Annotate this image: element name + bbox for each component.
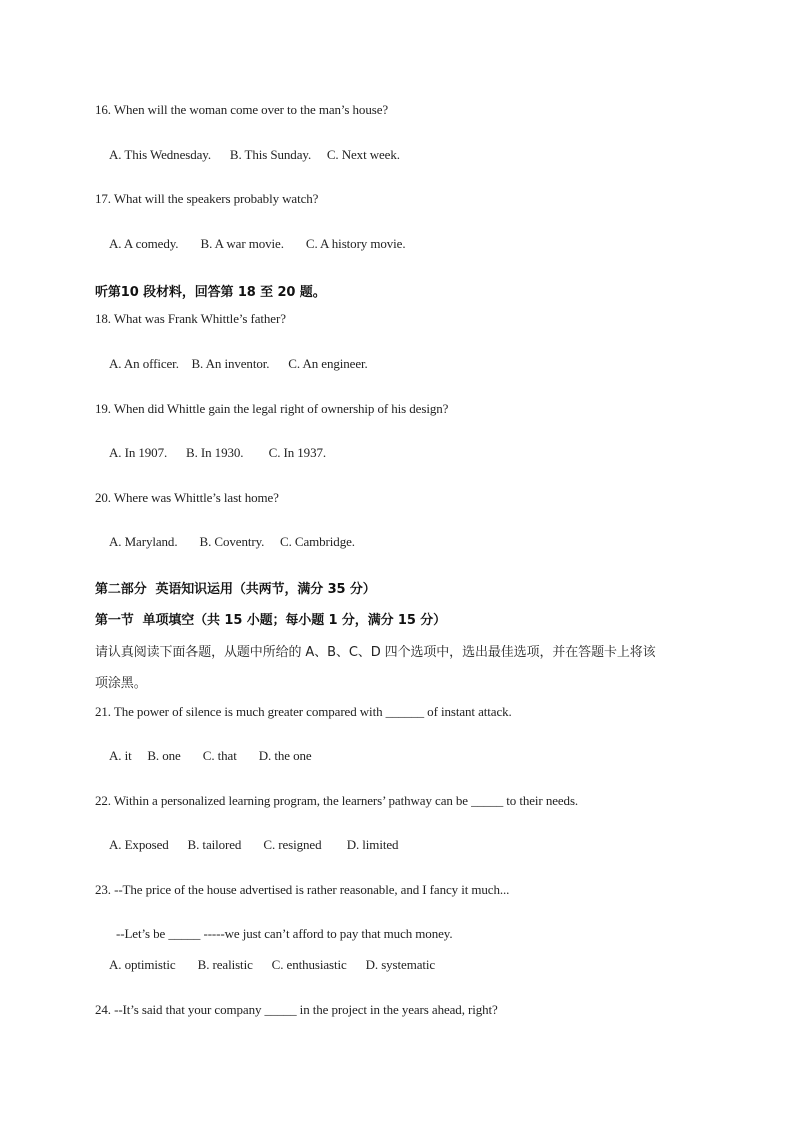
question-24: 24. --It’s said that your company _____ in the project in the years ahead, right? — [95, 1002, 498, 1017]
part-two-heading: 第二部分 英语知识运用（共两节，满分 35 分） — [95, 582, 376, 597]
question-17: 17. What will the speakers probably watch? — [95, 191, 319, 206]
question-17-options: A. A comedy. B. A war movie. C. A history movie. — [109, 236, 406, 251]
question-22-options: A. Exposed B. tailored C. resigned D. limited — [109, 837, 399, 852]
question-19-options: A. In 1907. B. In 1930. C. In 1937. — [109, 445, 327, 460]
instructions-line-2: 项涂黑。 — [95, 676, 147, 691]
section-instruction-10: 听第10 段材料，回答第 18 至 20 题。 — [95, 285, 326, 300]
question-21-options: A. it B. one C. that D. the one — [109, 748, 312, 763]
question-18: 18. What was Frank Whittle’s father? — [95, 311, 286, 326]
question-21: 21. The power of silence is much greater compared with ______ of instant attack. — [95, 704, 512, 719]
question-20-options: A. Maryland. B. Coventry. C. Cambridge. — [109, 534, 355, 549]
instructions-line-1: 请认真阅读下面各题，从题中所给的 A、B、C、D 四个选项中，选出最佳选项，并在答题卡上将该 — [95, 645, 656, 660]
question-23: 23. --The price of the house advertised is rather reasonable, and I fancy it much... — [95, 882, 510, 897]
question-18-options: A. An officer. B. An inventor. C. An engineer. — [109, 356, 368, 371]
question-23-options: A. optimistic B. realistic C. enthusiastic D. systematic — [109, 957, 436, 972]
question-16: 16. When will the woman come over to the man’s house? — [95, 102, 389, 117]
question-19: 19. When did Whittle gain the legal right of ownership of his design? — [95, 401, 449, 416]
question-22: 22. Within a personalized learning program, the learners’ pathway can be _____ to their needs. — [95, 793, 579, 808]
question-20: 20. Where was Whittle’s last home? — [95, 490, 279, 505]
question-23-reply: --Let’s be _____ -----we just can’t afford to pay that much money. — [116, 926, 453, 941]
question-16-options: A. This Wednesday. B. This Sunday. C. Next week. — [109, 147, 400, 162]
section-one-heading: 第一节 单项填空（共 15 小题；每小题 1 分，满分 15 分） — [95, 613, 447, 628]
